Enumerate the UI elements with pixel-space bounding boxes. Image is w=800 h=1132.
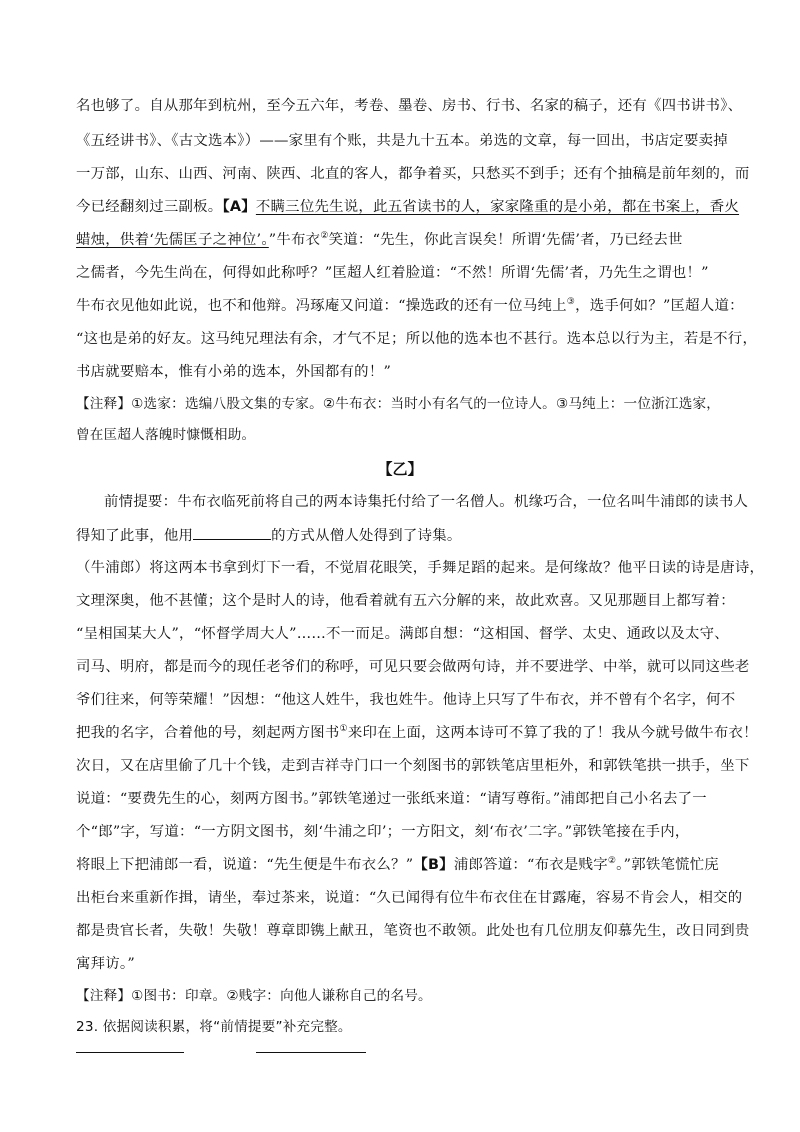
annotation-marker-a: 【A】 xyxy=(222,199,256,215)
footnote-line: 曾在匡超人落魄时慷慨相助。 xyxy=(76,427,256,443)
passage-line xyxy=(76,296,744,316)
intro-line: 前情提要：牛布衣临死前将自己的两本诗集托付给了一名僧人。机缘巧合，一位名叫牛浦郎的读书人 xyxy=(104,494,749,510)
footnote-line: 【注释】①选家：选编八股文集的专家。②牛布衣：当时小有名气的一位诗人。③马纯上：一位浙江选家， xyxy=(76,396,721,412)
passage-line: 个“郎”字，写道：“一方阴文图书，刻‘牛浦之印’；一方阳文，刻‘布衣’二字。”郭铁笔接在手内， xyxy=(76,824,690,840)
answer-blank-1[interactable] xyxy=(76,1052,184,1053)
footnote-marker: ① xyxy=(339,724,348,735)
passage-line: 一万部，山东、山西、河南、陕西、北直的客人，都争着买，只愁买不到手；还有个抽稿是前年刻的，而 xyxy=(76,166,750,182)
passage-line: “呈相国某大人”，“怀督学周大人”……不一而足。满郎自想：“这相国、督学、太史、通政以及太守、 xyxy=(76,626,729,642)
annotation-marker-b: 【B】 xyxy=(413,857,454,873)
section-heading-yi: 【乙】 xyxy=(377,460,423,478)
passage-line: 次日，又在店里偷了几十个钱，走到吉祥寺门口一个刻图书的郭铁笔店里柜外，和郭铁笔拱一拱手，坐下 xyxy=(76,758,750,774)
answer-blank-2[interactable] xyxy=(256,1052,366,1053)
passage-text: 今已经翻刻过三副板。 xyxy=(76,199,223,215)
footnote-marker: ③ xyxy=(566,297,576,308)
passage-text: 将眼上下把浦郎一看，说道：“先生便是牛布衣么？” xyxy=(76,857,414,873)
passage-line xyxy=(76,230,736,250)
passage-text: 把我的名字，合着他的号，刻起两方图书 xyxy=(76,725,340,741)
fill-in-blank[interactable] xyxy=(193,525,271,540)
passage-line: “这也是弟的好友。这马纯兄理法有余，才气不足；所以他的选本也不甚行。选本总以行为主，若是不行， xyxy=(76,331,758,347)
passage-line: 出柜台来重新作揖，请坐，奉过茶来，说道：“久已闻得有位牛布衣住在甘露庵，容易不肯会人，相交的 xyxy=(76,890,743,906)
passage-text: 得知了此事，他用 xyxy=(76,528,194,544)
passage-line xyxy=(76,723,758,743)
underlined-sentence: 蜡烛，供着‘先儒匡子之神位’。 xyxy=(76,232,269,248)
passage-line: 司马、明府，都是而今的现任老爷们的称呼，可见只要会做两句诗，并不要进学、中举，就可以同这些老 xyxy=(76,659,750,675)
passage-line: 《五经讲书》、《古文选本》）——家里有个账，共是九十五本。弟选的文章，每一回出，书店定要卖掉 xyxy=(76,133,728,149)
passage-text: 笑道：“先生，你此言误矣！所谓‘先儒’者，乃已经去世 xyxy=(328,232,683,248)
passage-line: 都是贵官长者，失敬！失敬！尊章即镌上献丑，笔资也不敢领。此处也有几位朋友仰慕先生，改日同到贵 xyxy=(76,923,750,939)
underlined-sentence: 不瞒三位先生说，此五省读书的人，家家隆重的是小弟，都在书案上，香火 xyxy=(255,199,740,215)
footnote-line: 【注释】①图书：印章。②贱字：向他人谦称自己的名号。 xyxy=(76,988,432,1004)
passage-line: 爷们往来，何等荣耀！”因想：“他这人姓牛，我也姓牛。他诗上只写了牛布衣，并不曾有个名字，何不 xyxy=(76,692,736,708)
passage-text: 浦郎答道：“布衣是贱字 xyxy=(453,857,608,873)
passage-line: 文理深奥，他不甚懂；这个是时人的诗，他看着就有五六分解的来，故此欢喜。又见那题目上都写着： xyxy=(76,593,735,609)
footnote-marker: ② xyxy=(320,231,329,242)
passage-line xyxy=(76,197,740,217)
intro-line xyxy=(76,525,736,546)
passage-line: 之儒者，今先生尚在，何得如此称呼？”匡超人红着脸道：“不然！所谓‘先儒’者，乃先生之谓也！” xyxy=(76,265,709,281)
question-text: 23. 依据阅读积累，将“前情提要”补充完整。 xyxy=(76,1019,352,1035)
passage-line xyxy=(76,855,736,875)
passage-text: ”牛布衣 xyxy=(268,232,321,248)
footnote-marker: ② xyxy=(607,856,617,867)
passage-text: 牛布衣见他如此说，也不和他辩。冯琢庵又问道：“操选政的还有一位马纯上 xyxy=(76,298,567,314)
passage-line: （牛浦郎）将这两本书拿到灯下一看，不觉眉花眼笑，手舞足蹈的起来。是何缘故？他平日读的诗是唐诗， xyxy=(76,560,765,576)
passage-text: 。”郭铁笔慌忙庑 xyxy=(616,857,720,873)
passage-text: 的方式从僧人处得到了诗集。 xyxy=(271,528,462,544)
passage-line: 寓拜访。” xyxy=(76,956,135,972)
passage-line: 名也够了。自从那年到杭州，至今五六年，考卷、墨卷、房书、行书、名家的稿子，还有《四书讲书》、 xyxy=(76,98,743,114)
passage-line: 说道：“要费先生的心，刻两方图书。”郭铁笔递过一张纸来道：“请写尊衔。”浦郎把自己小名去了一 xyxy=(76,791,707,807)
passage-line: 书店就要赔本，惟有小弟的选本，外国都有的！” xyxy=(76,364,392,380)
passage-text: 来印在上面，这两本诗可不算了我的了！我从今就号做牛布衣！ xyxy=(347,725,758,741)
passage-text: ，选手何如？”匡超人道： xyxy=(575,298,744,314)
